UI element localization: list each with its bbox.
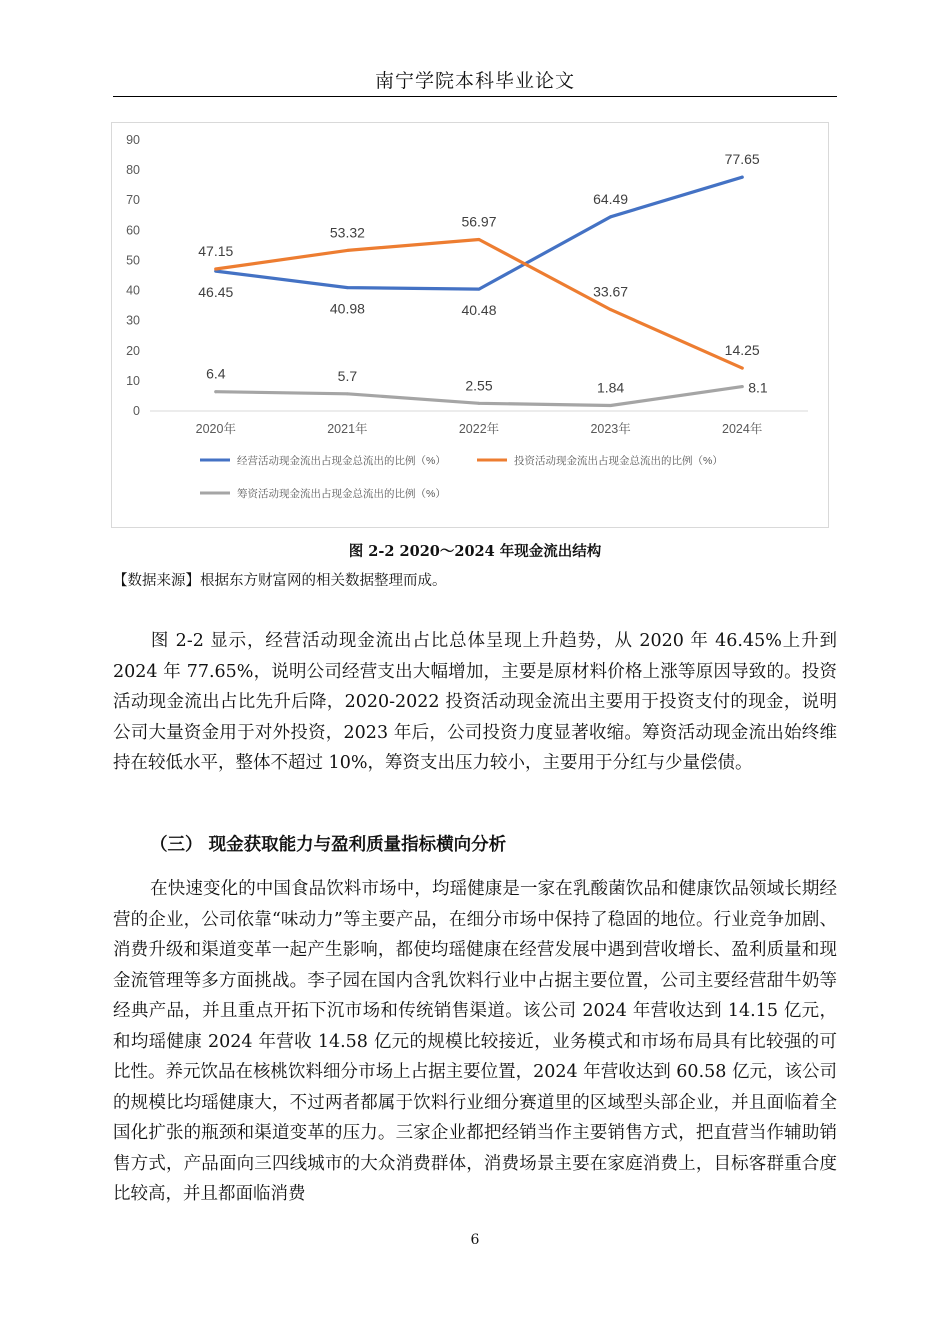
data-label-2: 56.97: [461, 213, 497, 230]
y-tick-label: 40: [126, 283, 140, 298]
x-tick-label: 2024年: [722, 422, 763, 436]
header-divider: [113, 96, 837, 97]
data-label-3: 5.7: [337, 367, 358, 384]
y-tick-label: 80: [126, 163, 140, 178]
data-point-2: [741, 367, 744, 370]
data-label-1: 46.45: [198, 284, 234, 301]
data-label-3: 6.4: [206, 365, 226, 382]
legend-label-1: 经营活动现金流出占现金总流出的比例（%）: [237, 455, 446, 467]
cash-outflow-chart: [111, 122, 829, 528]
y-tick-label: 10: [126, 373, 140, 388]
data-point-1: [609, 215, 612, 218]
data-point-2: [609, 308, 612, 311]
data-label-1: 77.65: [724, 151, 760, 168]
data-source-note: 【数据来源】根据东方财富网的相关数据整理而成。: [113, 573, 447, 589]
data-point-1: [741, 176, 744, 179]
y-tick-label: 30: [126, 313, 140, 328]
data-label-3: 1.84: [596, 379, 625, 396]
data-label-2: 33.67: [593, 283, 629, 300]
body-paragraph-1-text: 图 2-2 显示，经营活动现金流出占比总体呈现上升趋势，从 2020 年 46.45%上升到 2024 年 77.65%，说明公司经营支出大幅增加，主要是原材料价格上涨等原因导致的。投资活动现金流出占比先升后降，2020-2022 投资活动现金流出主要用于投资支付的现金，说明公司大量资金用于对外投资，2023 年后，公司投资力度显著收缩。筹资活动现金流出始终维持在较低水平，整体不超过 10%，筹资支出压力较小，主要用于分红与少量偿债。: [113, 631, 837, 773]
data-point-3: [741, 385, 744, 388]
y-tick-label: 50: [126, 253, 140, 268]
data-point-3: [346, 392, 349, 395]
section-heading: （三） 现金获取能力与盈利质量指标横向分析: [150, 835, 507, 855]
page-header-title: 南宁学院本科毕业论文: [374, 70, 575, 92]
body-paragraph-1: [113, 626, 837, 779]
data-label-2: 53.32: [329, 224, 365, 241]
data-label-3: 8.1: [748, 379, 768, 396]
data-point-3: [609, 404, 612, 407]
data-label-1: 40.48: [461, 302, 497, 319]
data-label-1: 64.49: [593, 190, 629, 207]
data-point-1: [478, 288, 481, 291]
data-label-1: 40.98: [329, 300, 365, 317]
data-point-2: [346, 249, 349, 252]
data-label-2: 47.15: [198, 243, 234, 260]
chart-svg: [112, 123, 828, 527]
y-tick-label: 60: [126, 223, 140, 238]
data-point-2: [478, 238, 481, 241]
y-tick-label: 20: [126, 343, 140, 358]
y-tick-label: 90: [126, 133, 140, 147]
data-point-3: [478, 402, 481, 405]
body-paragraph-2-text: 在快速变化的中国食品饮料市场中，均瑶健康是一家在乳酸菌饮品和健康饮品领域长期经营的企业，公司依靠“味动力”等主要产品，在细分市场中保持了稳固的地位。行业竞争加剧、消费升级和渠道变革一起产生影响，都使均瑶健康在经营发展中遇到营收增长、盈利质量和现金流管理等多方面挑战。李子园在国内含乳饮料行业中占据主要位置，公司主要经营甜牛奶等经典产品，并且重点开拓下沉市场和传统销售渠道。该公司 2024 年营收达到 14.15 亿元，和均瑶健康 2024 年营收 14.58 亿元的规模比较接近，业务模式和市场布局具有比较强的可比性。养元饮品在核桃饮料细分市场上占据主要位置，2024 年营收达到 60.58 亿元，该公司的规模比均瑶健康大，不过两者都属于饮料行业细分赛道里的区域型头部企业，并且面临着全国化扩张的瓶颈和渠道变革的压力。三家企业都把经销当作主要销售方式，把直营当作辅助销售方式，产品面向三四线城市的大众消费群体，消费场景主要在家庭消费上，目标客群重合度比较高，并且都面临消费: [113, 879, 837, 1204]
x-tick-label: 2020年: [195, 422, 236, 436]
data-point-1: [346, 286, 349, 289]
page-number: 6: [470, 1232, 480, 1248]
series-line-1: [216, 177, 742, 289]
y-tick-label: 0: [133, 404, 140, 418]
legend-label-2: 投资活动现金流出占现金总流出的比例（%）: [514, 455, 723, 467]
data-label-2: 14.25: [724, 342, 760, 359]
data-point-2: [214, 268, 217, 271]
x-tick-label: 2021年: [327, 422, 368, 436]
legend-label-3: 筹资活动现金流出占现金总流出的比例（%）: [237, 488, 446, 500]
body-paragraph-2: [113, 874, 837, 1210]
data-point-3: [214, 390, 217, 393]
x-tick-label: 2023年: [590, 422, 631, 436]
data-label-3: 2.55: [465, 377, 493, 394]
x-tick-label: 2022年: [458, 422, 500, 436]
figure-caption: 图 2-2 2020～2024 年现金流出结构: [348, 543, 602, 560]
y-tick-label: 70: [126, 193, 140, 208]
